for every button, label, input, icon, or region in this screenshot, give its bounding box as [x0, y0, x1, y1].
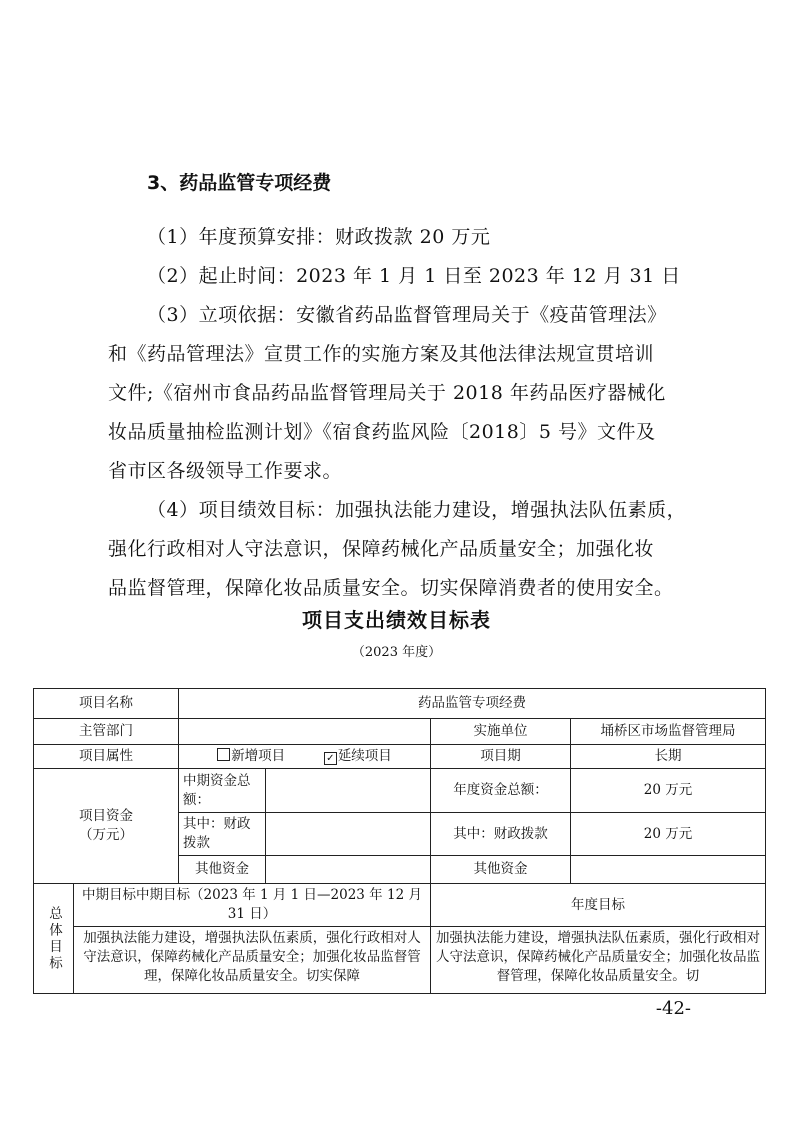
mid-fiscal-value [266, 813, 431, 856]
goal-side-label: 总体目标 [34, 884, 74, 994]
paragraph-period: （2）起止时间：2023 年 1 月 1 日至 2023 年 12 月 31 日 [147, 265, 681, 287]
annual-total-label: 年度资金总额： [431, 769, 571, 813]
dept-label: 主管部门 [34, 719, 179, 745]
continue-project-label: 延续项目 [337, 748, 392, 764]
table-row [34, 745, 766, 769]
paragraph-basis-line-2: 和《药品管理法》宣贯工作的实施方案及其他法律法规宣贯培训 [108, 343, 655, 365]
annual-fiscal-label: 其中：财政拨款 [431, 813, 571, 856]
checkbox-checked-icon: ✓ [324, 752, 337, 765]
funds-label [34, 769, 179, 884]
period-value: 长期 [571, 745, 766, 769]
mid-other-value [266, 856, 431, 884]
project-name-value: 药品监管专项经费 [179, 689, 766, 719]
dept-value [179, 719, 431, 745]
table-title: 项目支出绩效目标表 [302, 608, 491, 632]
mid-total-value [266, 769, 431, 813]
paragraph-basis-line-3: 文件;《宿州市食品药品监督管理局关于 2018 年药品医疗器械化 [108, 382, 666, 404]
table-row [34, 689, 766, 719]
mid-other-label: 其他资金 [179, 856, 266, 884]
performance-target-table [33, 688, 766, 994]
table-year: （2023 年度） [351, 645, 442, 660]
paragraph-basis-line-1: （3）立项依据：安徽省药品监督管理局关于《疫苗管理法》 [147, 304, 667, 326]
annual-other-label: 其他资金 [431, 856, 571, 884]
attr-options [179, 745, 431, 769]
annual-goal-text [431, 927, 766, 994]
mid-fiscal-label: 其中：财政拨款 [179, 813, 266, 856]
impl-unit-value: 埇桥区市场监督管理局 [571, 719, 766, 745]
mid-goal-text-body: 加强执法能力建设，增强执法队伍素质，强化行政相对人守法意识，保障药械化产品质量安全；加强化妆品监督管理，保障化妆品质量安全。切实保障 [83, 930, 421, 984]
table-row [34, 769, 766, 813]
continue-project-checkbox[interactable] [324, 748, 392, 764]
checkbox-empty-icon [217, 748, 230, 761]
annual-goal-text-body: 加强执法能力建设，增强执法队伍素质，强化行政相对人守法意识，保障药械化产品质量安全；加强化妆品监督管理，保障化妆品质量安全。切 [436, 930, 760, 984]
table-row [34, 884, 766, 927]
paragraph-basis-line-5: 省市区各级领导工作要求。 [108, 460, 343, 482]
annual-total-value: 20 万元 [571, 769, 766, 813]
funds-label-line-1: 项目资金 [79, 808, 133, 824]
period-label: 项目期 [431, 745, 571, 769]
project-name-label: 项目名称 [34, 689, 179, 719]
new-project-checkbox[interactable] [217, 748, 285, 764]
impl-unit-label: 实施单位 [431, 719, 571, 745]
table-row [34, 719, 766, 745]
attr-label: 项目属性 [34, 745, 179, 769]
new-project-label: 新增项目 [231, 748, 286, 764]
section-heading: 3、药品监管专项经费 [147, 172, 332, 194]
annual-fiscal-value: 20 万元 [571, 813, 766, 856]
paragraph-goal-line-2: 强化行政相对人守法意识，保障药械化产品质量安全；加强化妆 [108, 538, 655, 560]
table-row [34, 927, 766, 994]
page-number: -42- [655, 998, 691, 1019]
mid-total-label: 中期资金总额： [179, 769, 266, 813]
annual-goal-header: 年度目标 [431, 884, 766, 927]
mid-goal-header: 中期目标中期目标（2023 年 1 月 1 日—2023 年 12 月 31 日） [74, 884, 431, 927]
paragraph-goal-line-3: 品监督管理，保障化妆品质量安全。切实保障消费者的使用安全。 [108, 577, 674, 599]
paragraph-budget: （1）年度预算安排：财政拨款 20 万元 [147, 226, 491, 248]
paragraph-goal-line-1: （4）项目绩效目标：加强执法能力建设，增强执法队伍素质， [147, 499, 687, 521]
paragraph-basis-line-4: 妆品质量抽检监测计划》《宿食药监风险〔2018〕5 号》文件及 [108, 421, 656, 443]
funds-label-line-2: （万元） [79, 827, 133, 843]
annual-other-value [571, 856, 766, 884]
mid-goal-text [74, 927, 431, 994]
